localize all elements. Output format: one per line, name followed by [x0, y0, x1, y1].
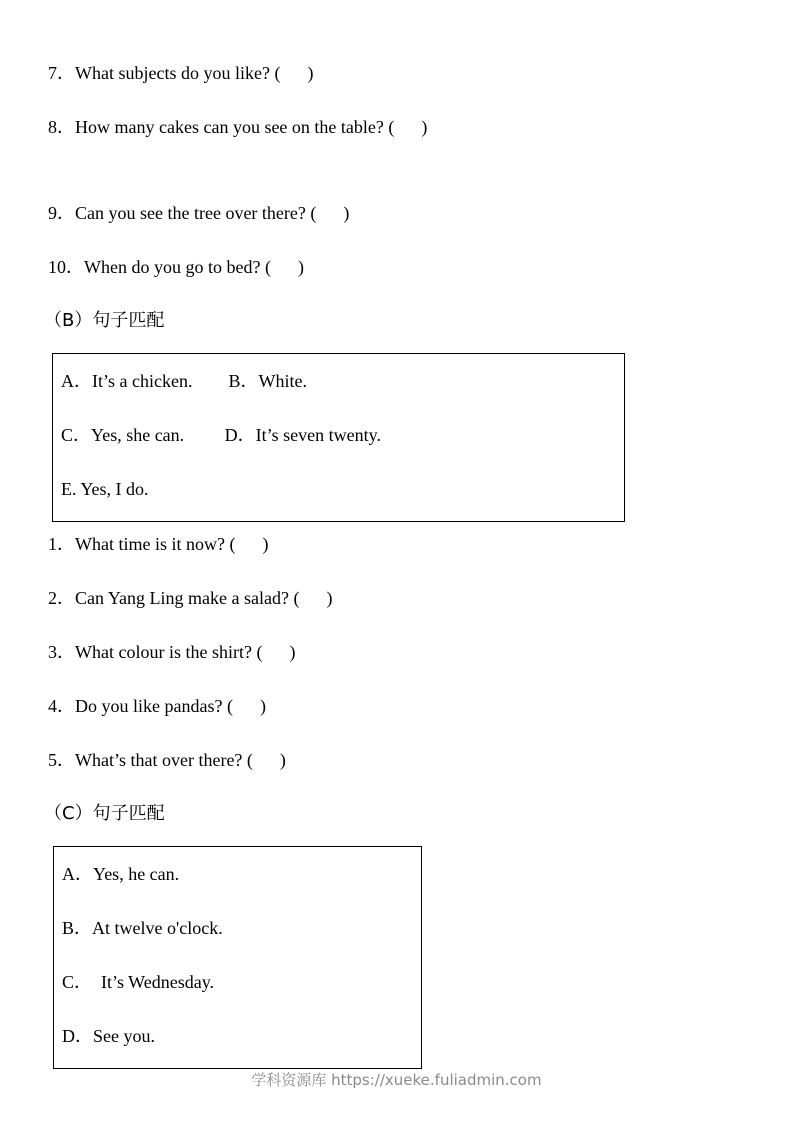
question-8: 8．How many cakes can you see on the table? ( ) — [48, 117, 428, 137]
question-7: 7．What subjects do you like? ( ) — [48, 63, 314, 83]
section-b-option-row-3: E. Yes, I do. — [61, 479, 149, 499]
section-b-question-1: 1．What time is it now? ( ) — [48, 534, 269, 554]
section-c-options-box — [53, 846, 422, 1069]
section-b-option-row-1: A．It’s a chicken. B．White. — [61, 371, 307, 391]
section-b-options-box — [52, 353, 625, 522]
section-c-option-b: B．At twelve o'clock. — [62, 918, 223, 938]
section-c-option-c: C． It’s Wednesday. — [62, 972, 215, 992]
section-c-option-d: D．See you. — [62, 1026, 155, 1046]
section-c-heading: （C）句子匹配 — [44, 803, 165, 824]
section-b-question-3: 3．What colour is the shirt? ( ) — [48, 642, 296, 662]
footer-source-text: 学科资源库 https://xueke.fuliadmin.com — [251, 1071, 542, 1089]
section-b-heading: （B）句子匹配 — [44, 310, 165, 331]
question-10: 10．When do you go to bed? ( ) — [48, 257, 304, 277]
section-c-option-a: A．Yes, he can. — [62, 864, 180, 884]
section-b-question-4: 4．Do you like pandas? ( ) — [48, 696, 266, 716]
section-b-question-5: 5．What’s that over there? ( ) — [48, 750, 286, 770]
section-b-question-2: 2．Can Yang Ling make a salad? ( ) — [48, 588, 333, 608]
section-b-option-row-2: C．Yes, she can. D．It’s seven twenty. — [61, 425, 381, 445]
question-9: 9．Can you see the tree over there? ( ) — [48, 203, 350, 223]
